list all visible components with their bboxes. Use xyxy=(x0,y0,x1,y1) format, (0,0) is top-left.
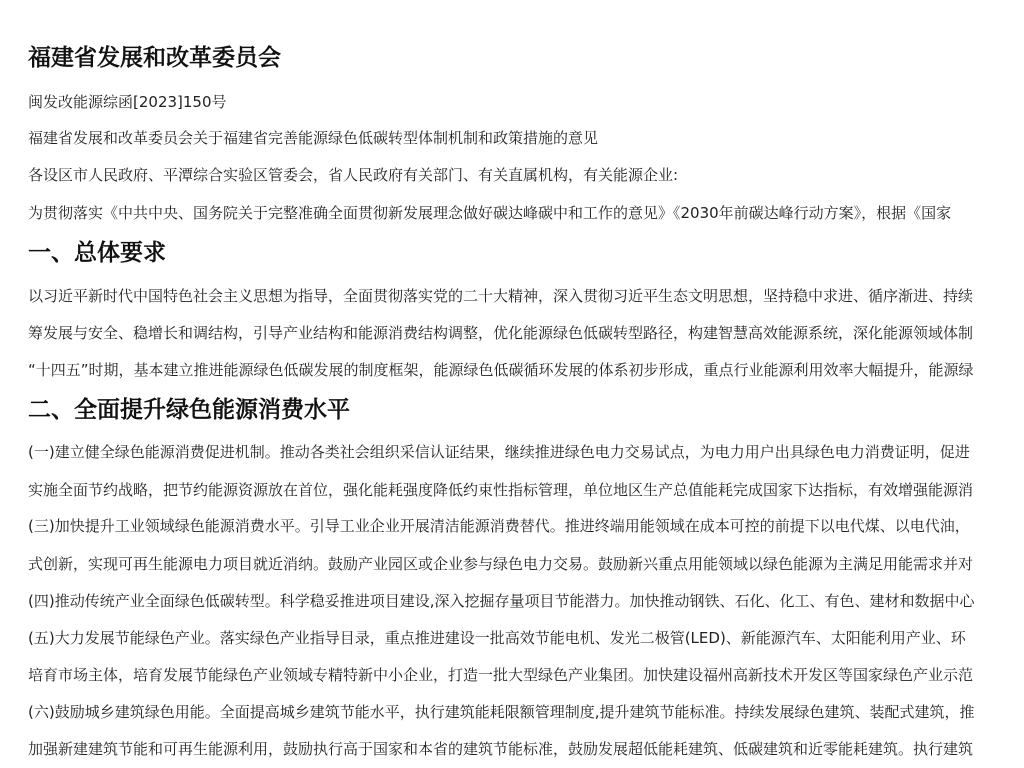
paragraph-line: 以习近平新时代中国特色社会主义思想为指导，全面贯彻落实党的二十大精神，深入贯彻习近平生态文明思想，坚持稳中求进、循序渐进、持续 xyxy=(28,287,974,305)
paragraph-line: 筹发展与安全、稳增长和调结构，引导产业结构和能源消费结构调整，优化能源绿色低碳转型路径，构建智慧高效能源系统，深化能源领域体制 xyxy=(28,324,974,342)
paragraph-line: (四)推动传统产业全面绿色低碳转型。科学稳妥推进项目建设,深入挖掘存量项目节能潜力。加快推动钢铁、石化、化工、有色、建材和数据中心 xyxy=(28,592,975,610)
doc-subject: 福建省发展和改革委员会关于福建省完善能源绿色低碳转型体制机制和政策措施的意见 xyxy=(28,129,599,147)
paragraph-line: 实施全面节约战略，把节约能源资源放在首位，强化能耗强度降低约束性指标管理，单位地区生产总值能耗完成国家下达指标，有效增强能源消 xyxy=(28,481,974,499)
section-heading: 二、全面提升绿色能源消费水平 xyxy=(28,397,350,423)
paragraph-line: 培育市场主体，培育发展节能绿色产业领域专精特新中小企业，打造一批大型绿色产业集团。加快建设福州高新技术开发区等国家绿色产业示范 xyxy=(28,666,974,684)
paragraph-line: (五)大力发展节能绿色产业。落实绿色产业指导目录，重点推进建设一批高效节能电机、发光二极管(LED)、新能源汽车、太阳能利用产业、环 xyxy=(28,629,966,647)
paragraph-line: (一)建立健全绿色能源消费促进机制。推动各类社会组织采信认证结果，继续推进绿色电力交易试点，为电力用户出具绿色电力消费证明，促进 xyxy=(28,443,970,461)
document-body xyxy=(28,0,1024,768)
addressees: 各设区市人民政府、平潭综合实验区管委会，省人民政府有关部门、有关直属机构，有关能源企业: xyxy=(28,166,679,184)
paragraph-line: (六)鼓励城乡建筑绿色用能。全面提高城乡建筑节能水平，执行建筑能耗限额管理制度,提升建筑节能标准。持续发展绿色建筑、装配式建筑，推 xyxy=(28,703,975,721)
org-title: 福建省发展和改革委员会 xyxy=(28,45,281,71)
paragraph-line: 式创新，实现可再生能源电力项目就近消纳。鼓励产业园区或企业参与绿色电力交易。鼓励新兴重点用能领域以绿色能源为主满足用能需求并对 xyxy=(28,555,974,573)
paragraph-line: “十四五”时期，基本建立推进能源绿色低碳发展的制度框架，能源绿色低碳循环发展的体系初步形成，重点行业能源利用效率大幅提升，能源绿 xyxy=(28,361,974,379)
intro-paragraph: 为贯彻落实《中共中央、国务院关于完整准确全面贯彻新发展理念做好碳达峰碳中和工作的意见》《2030年前碳达峰行动方案》，根据《国家 xyxy=(28,204,952,222)
paragraph-line: (三)加快提升工业领域绿色能源消费水平。引导工业企业开展清洁能源消费替代。推进终端用能领域在成本可控的前提下以电代煤、以电代油， xyxy=(28,517,970,535)
paragraph-line: 加强新建建筑节能和可再生能源利用，鼓励执行高于国家和本省的建筑节能标准，鼓励发展超低能耗建筑、低碳建筑和近零能耗建筑。执行建筑 xyxy=(28,740,974,758)
doc-number: 闽发改能源综函[2023]150号 xyxy=(28,93,227,111)
section-heading: 一、总体要求 xyxy=(28,240,166,266)
